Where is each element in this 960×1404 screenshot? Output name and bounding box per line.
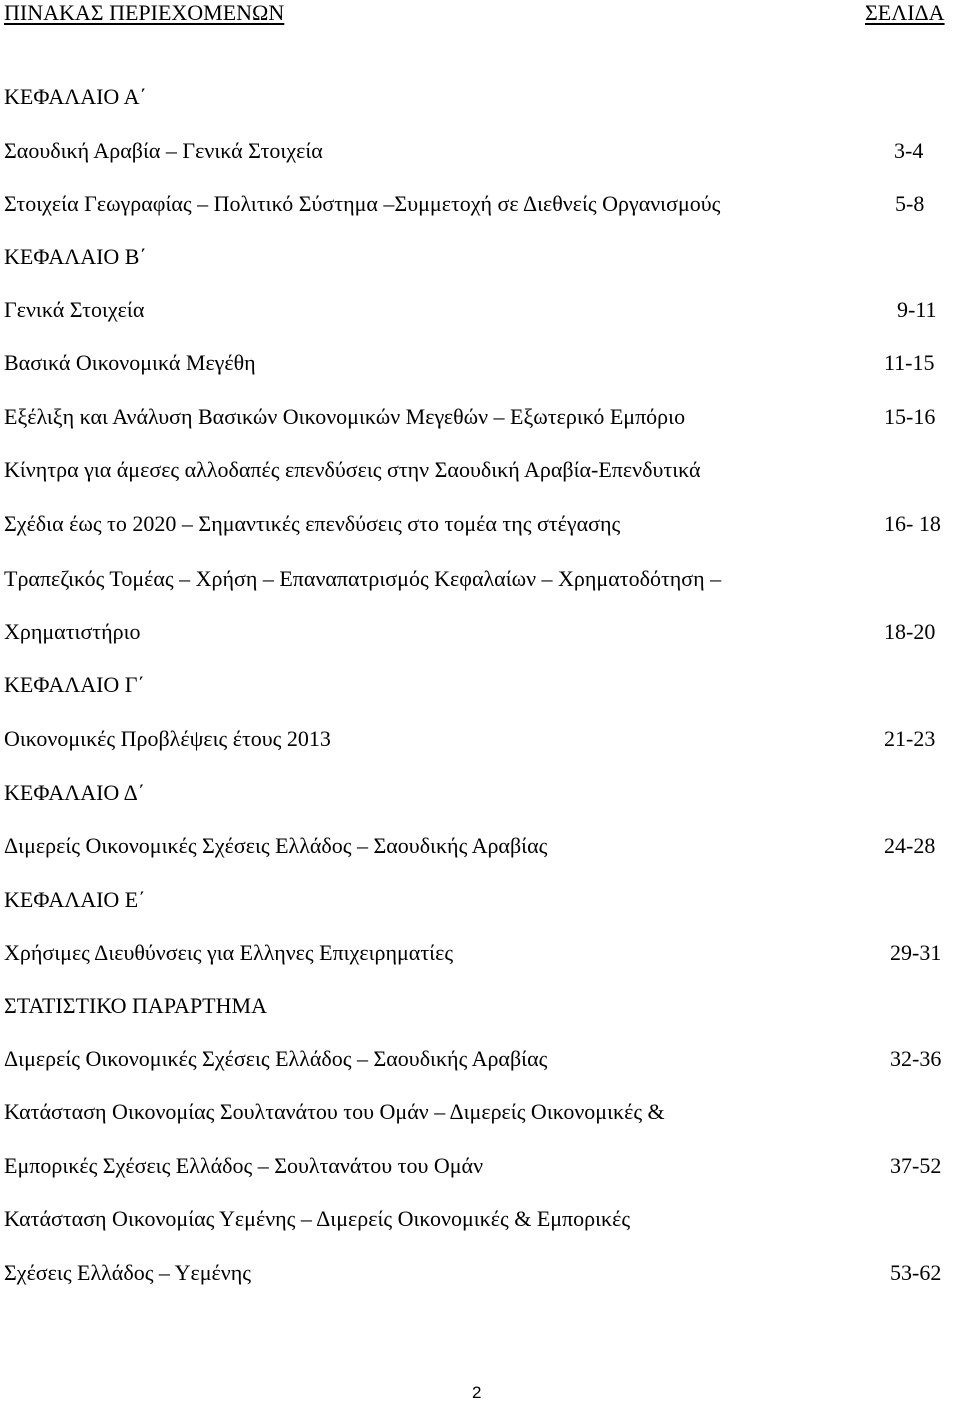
toc-entry-text: Σχέσεις Ελλάδος – Υεμένης [4,1260,251,1285]
toc-entry-page: 21-23 [884,726,936,751]
toc-entry-page: 32-36 [890,1046,942,1071]
toc-entry-text: Στοιχεία Γεωγραφίας – Πολιτικό Σύστημα –Συμμετοχή σε Διεθνείς Οργανισμούς [4,191,721,216]
toc-entry-text: Κίνητρα για άμεσες αλλοδαπές επενδύσεις στην Σαουδική Αραβία-Επενδυτικά [4,457,701,482]
toc-entry-page: 11-15 [884,350,935,375]
toc-entry-text: Εμπορικές Σχέσεις Ελλάδος – Σουλτανάτου του Ομάν [4,1153,484,1178]
toc-entry-text: ΚΕΦΑΛΑΙΟ Γ΄ [4,672,145,697]
toc-entry-text: Σχέδια έως το 2020 – Σημαντικές επενδύσεις στο τομέα της στέγασης [4,511,621,536]
toc-entry-text: Εξέλιξη και Ανάλυση Βασικών Οικονομικών Μεγεθών – Εξωτερικό Εμπόριο [4,404,686,429]
toc-entry-text: Χρήσιμες Διευθύνσεις για Ελληνες Επιχειρηματίες [4,940,454,965]
toc-entry-page: 24-28 [884,833,936,858]
toc-entry-text: Βασικά Οικονομικά Μεγέθη [4,350,256,375]
toc-entry-text: ΚΕΦΑΛΑΙΟ Ε΄ [4,887,146,912]
toc-entry-page: 3-4 [894,138,924,163]
toc-entry-page: 5-8 [895,191,925,216]
page-number: 2 [472,1383,482,1402]
toc-entry-page: 9-11 [897,297,937,322]
toc-entry-text: Γενικά Στοιχεία [4,297,145,322]
toc-entry-text: Διμερείς Οικονομικές Σχέσεις Ελλάδος – Σαουδικής Αραβίας [4,833,548,858]
toc-entry-text: Τραπεζικός Τομέας – Χρήση – Επαναπατρισμός Κεφαλαίων – Χρηματοδότηση – [4,566,722,591]
toc-entry-text: Σαουδική Αραβία – Γενικά Στοιχεία [4,138,323,163]
toc-entry-text: Κατάσταση Οικονομίας Υεμένης – Διμερείς Οικονομικές & Εμπορικές [4,1206,631,1231]
toc-entry-text: ΣΤΑΤΙΣΤΙΚΟ ΠΑΡΑΡΤΗΜΑ [4,993,267,1018]
toc-entry-text: Κατάσταση Οικονομίας Σουλτανάτου του Ομάν – Διμερείς Οικονομικές & [4,1099,665,1124]
toc-entry-text: ΚΕΦΑΛΑΙΟ Β΄ [4,244,147,269]
toc-entry-text: Διμερείς Οικονομικές Σχέσεις Ελλάδος – Σαουδικής Αραβίας [4,1046,548,1071]
toc-entry-page: 29-31 [890,940,942,965]
toc-entry-page: 37-52 [890,1153,942,1178]
toc-entry-text: Χρηματιστήριο [4,619,141,644]
toc-entry-page: 18-20 [884,619,936,644]
toc-entry-page: 15-16 [884,404,936,429]
toc-entry-page: 53-62 [890,1260,942,1285]
toc-entry-text: ΚΕΦΑΛΑΙΟ Δ΄ [4,780,146,805]
toc-entry-page: 16- 18 [884,511,941,536]
toc-entry-text: Οικονομικές Προβλέψεις έτους 2013 [4,726,331,751]
toc-entry-text: ΚΕΦΑΛΑΙΟ Α΄ [4,84,147,109]
page-column-heading: ΣΕΛΙΔΑ [865,0,945,25]
toc-title: ΠΙΝΑΚΑΣ ΠΕΡΙΕΧΟΜΕΝΩΝ [4,0,285,25]
